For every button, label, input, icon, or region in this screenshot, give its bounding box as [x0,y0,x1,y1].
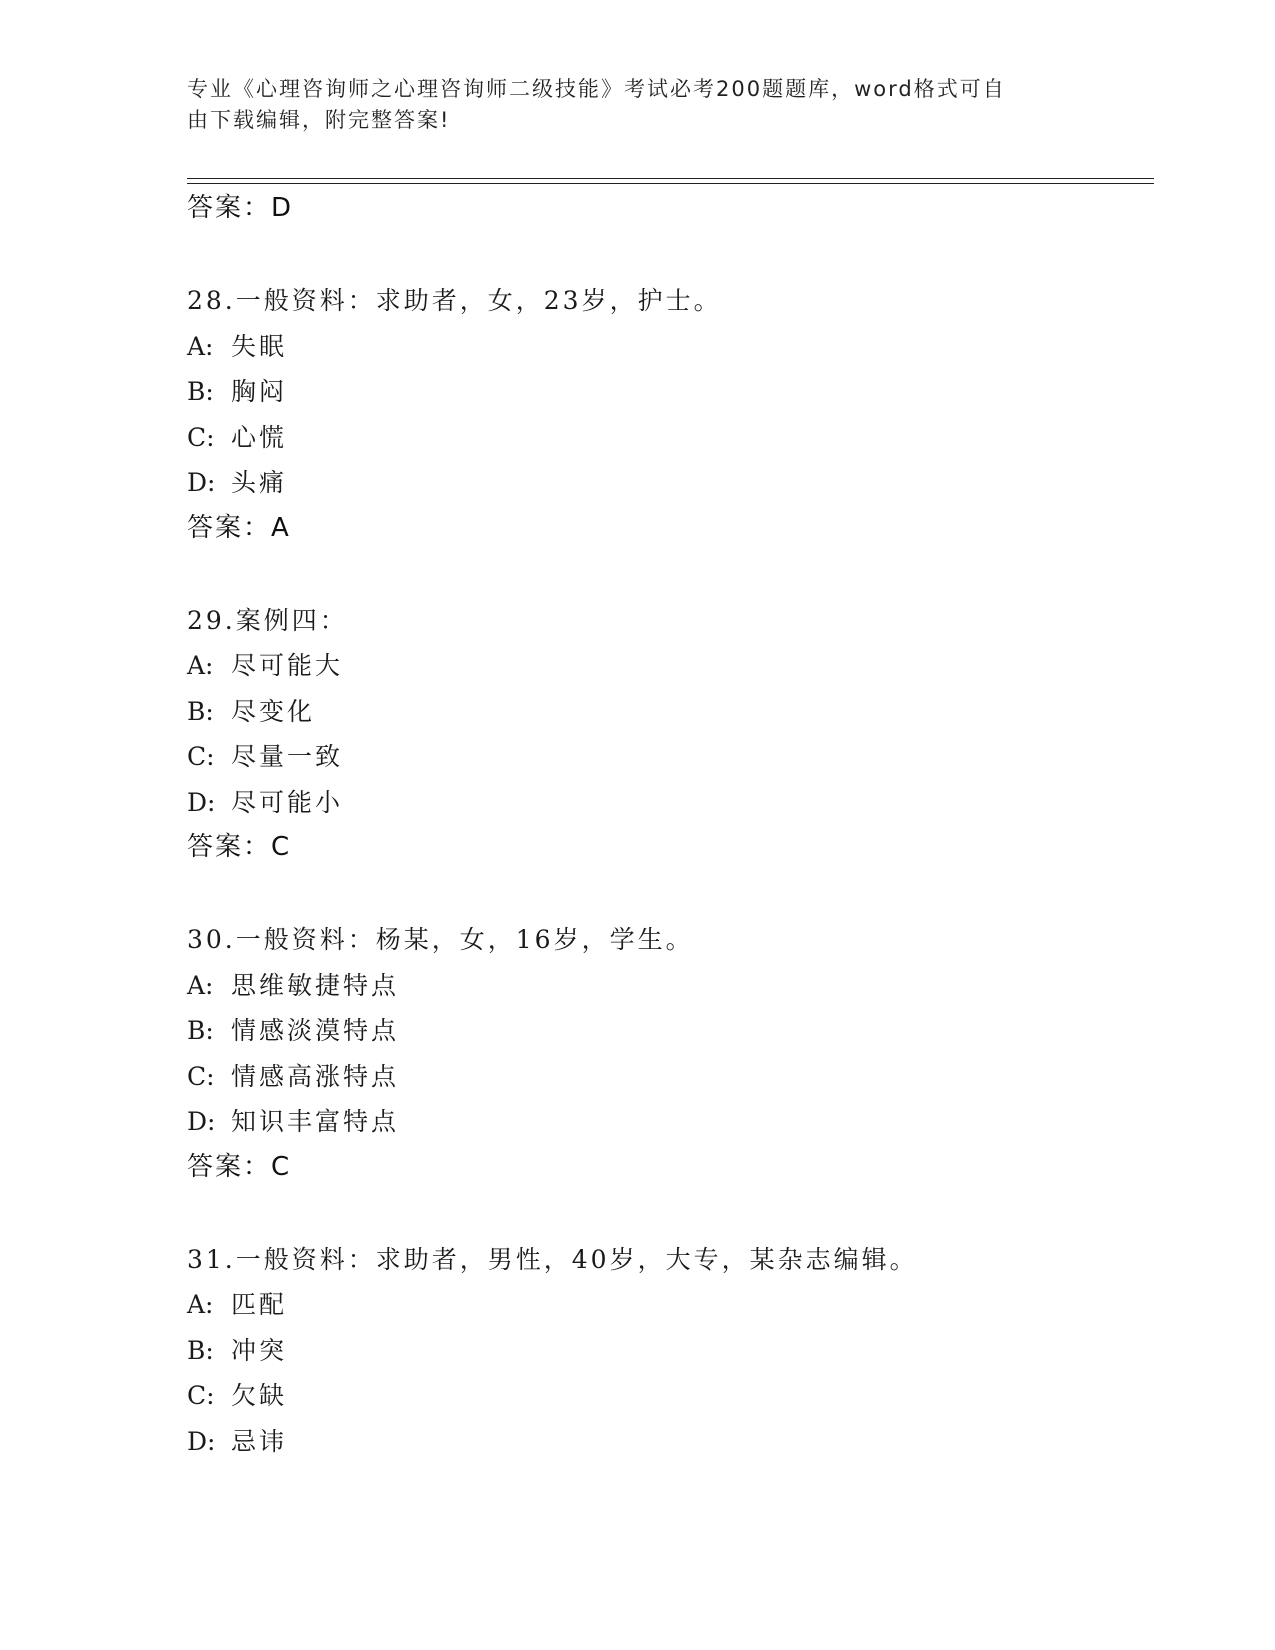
option-text: 情感高涨特点 [231,1061,400,1091]
option-b [187,369,1147,415]
answer-line: 答案：A [187,512,291,543]
spacer [187,551,1147,598]
header-divider-top [187,178,1154,179]
option-text: 心慌 [231,422,288,452]
option-d [187,1419,1147,1465]
option-letter: B: [187,377,214,406]
question-block [187,598,1147,871]
spacer [187,231,1147,278]
option-text: 匹配 [231,1290,288,1319]
answer-line: 答案：C [187,832,292,862]
option-letter: D: [187,468,216,497]
header-line-2: 由下载编辑，附完整答案! [187,108,451,132]
option-letter: A: [187,970,214,1000]
option-b [187,1328,1147,1374]
question-title: 29.案例四： [187,605,348,635]
document-header [187,74,1087,136]
option-text: 尽变化 [231,696,316,726]
option-letter: C: [187,1381,215,1410]
question-title: 28.一般资料：求助者，女，23岁，护士。 [187,286,722,315]
option-letter: B: [187,1016,214,1045]
previous-answer: 答案：D [187,193,294,223]
option-letter: D: [187,787,216,817]
option-letter: D: [187,1107,216,1136]
question-title: 30.一般资料：杨某，女，16岁，学生。 [187,925,694,954]
option-a [187,963,1147,1009]
question-list [187,186,1147,1464]
question-block [187,278,1147,551]
question-block [187,1237,1147,1465]
option-text: 思维敏捷特点 [231,970,400,1000]
option-c [187,415,1147,461]
option-d [187,780,1147,826]
option-b [187,1008,1147,1054]
spacer [187,870,1147,917]
option-letter: B: [187,1335,214,1365]
option-a [187,1282,1147,1328]
option-c [187,1054,1147,1100]
option-letter: D: [187,1426,216,1456]
option-letter: C: [187,742,215,771]
option-b [187,689,1147,735]
header-line-1: 专业《心理咨询师之心理咨询师二级技能》考试必考200题题库，word格式可自 [187,77,1006,101]
option-letter: C: [187,422,215,452]
option-d [187,1099,1147,1145]
option-d [187,460,1147,506]
option-letter: B: [187,696,214,726]
option-letter: A: [187,331,214,361]
option-a [187,643,1147,689]
option-text: 知识丰富特点 [231,1107,400,1136]
option-a [187,324,1147,370]
option-letter: C: [187,1061,215,1091]
question-block [187,917,1147,1190]
option-letter: A: [187,651,214,680]
spacer [187,1190,1147,1237]
option-text: 尽可能大 [231,651,344,680]
option-text: 尽量一致 [231,742,344,771]
option-text: 尽可能小 [231,787,344,817]
option-letter: A: [187,1290,214,1319]
option-c [187,1373,1147,1419]
option-text: 冲突 [231,1335,288,1365]
option-text: 失眠 [231,331,288,361]
option-text: 胸闷 [231,377,288,406]
question-title: 31.一般资料：求助者，男性，40岁，大专，某杂志编辑。 [187,1244,918,1274]
option-text: 情感淡漠特点 [231,1016,400,1045]
option-text: 头痛 [231,468,288,497]
option-text: 忌讳 [231,1426,288,1456]
header-divider-bottom [187,183,1154,184]
option-c [187,734,1147,780]
option-text: 欠缺 [231,1381,288,1410]
answer-line: 答案：C [187,1151,292,1182]
